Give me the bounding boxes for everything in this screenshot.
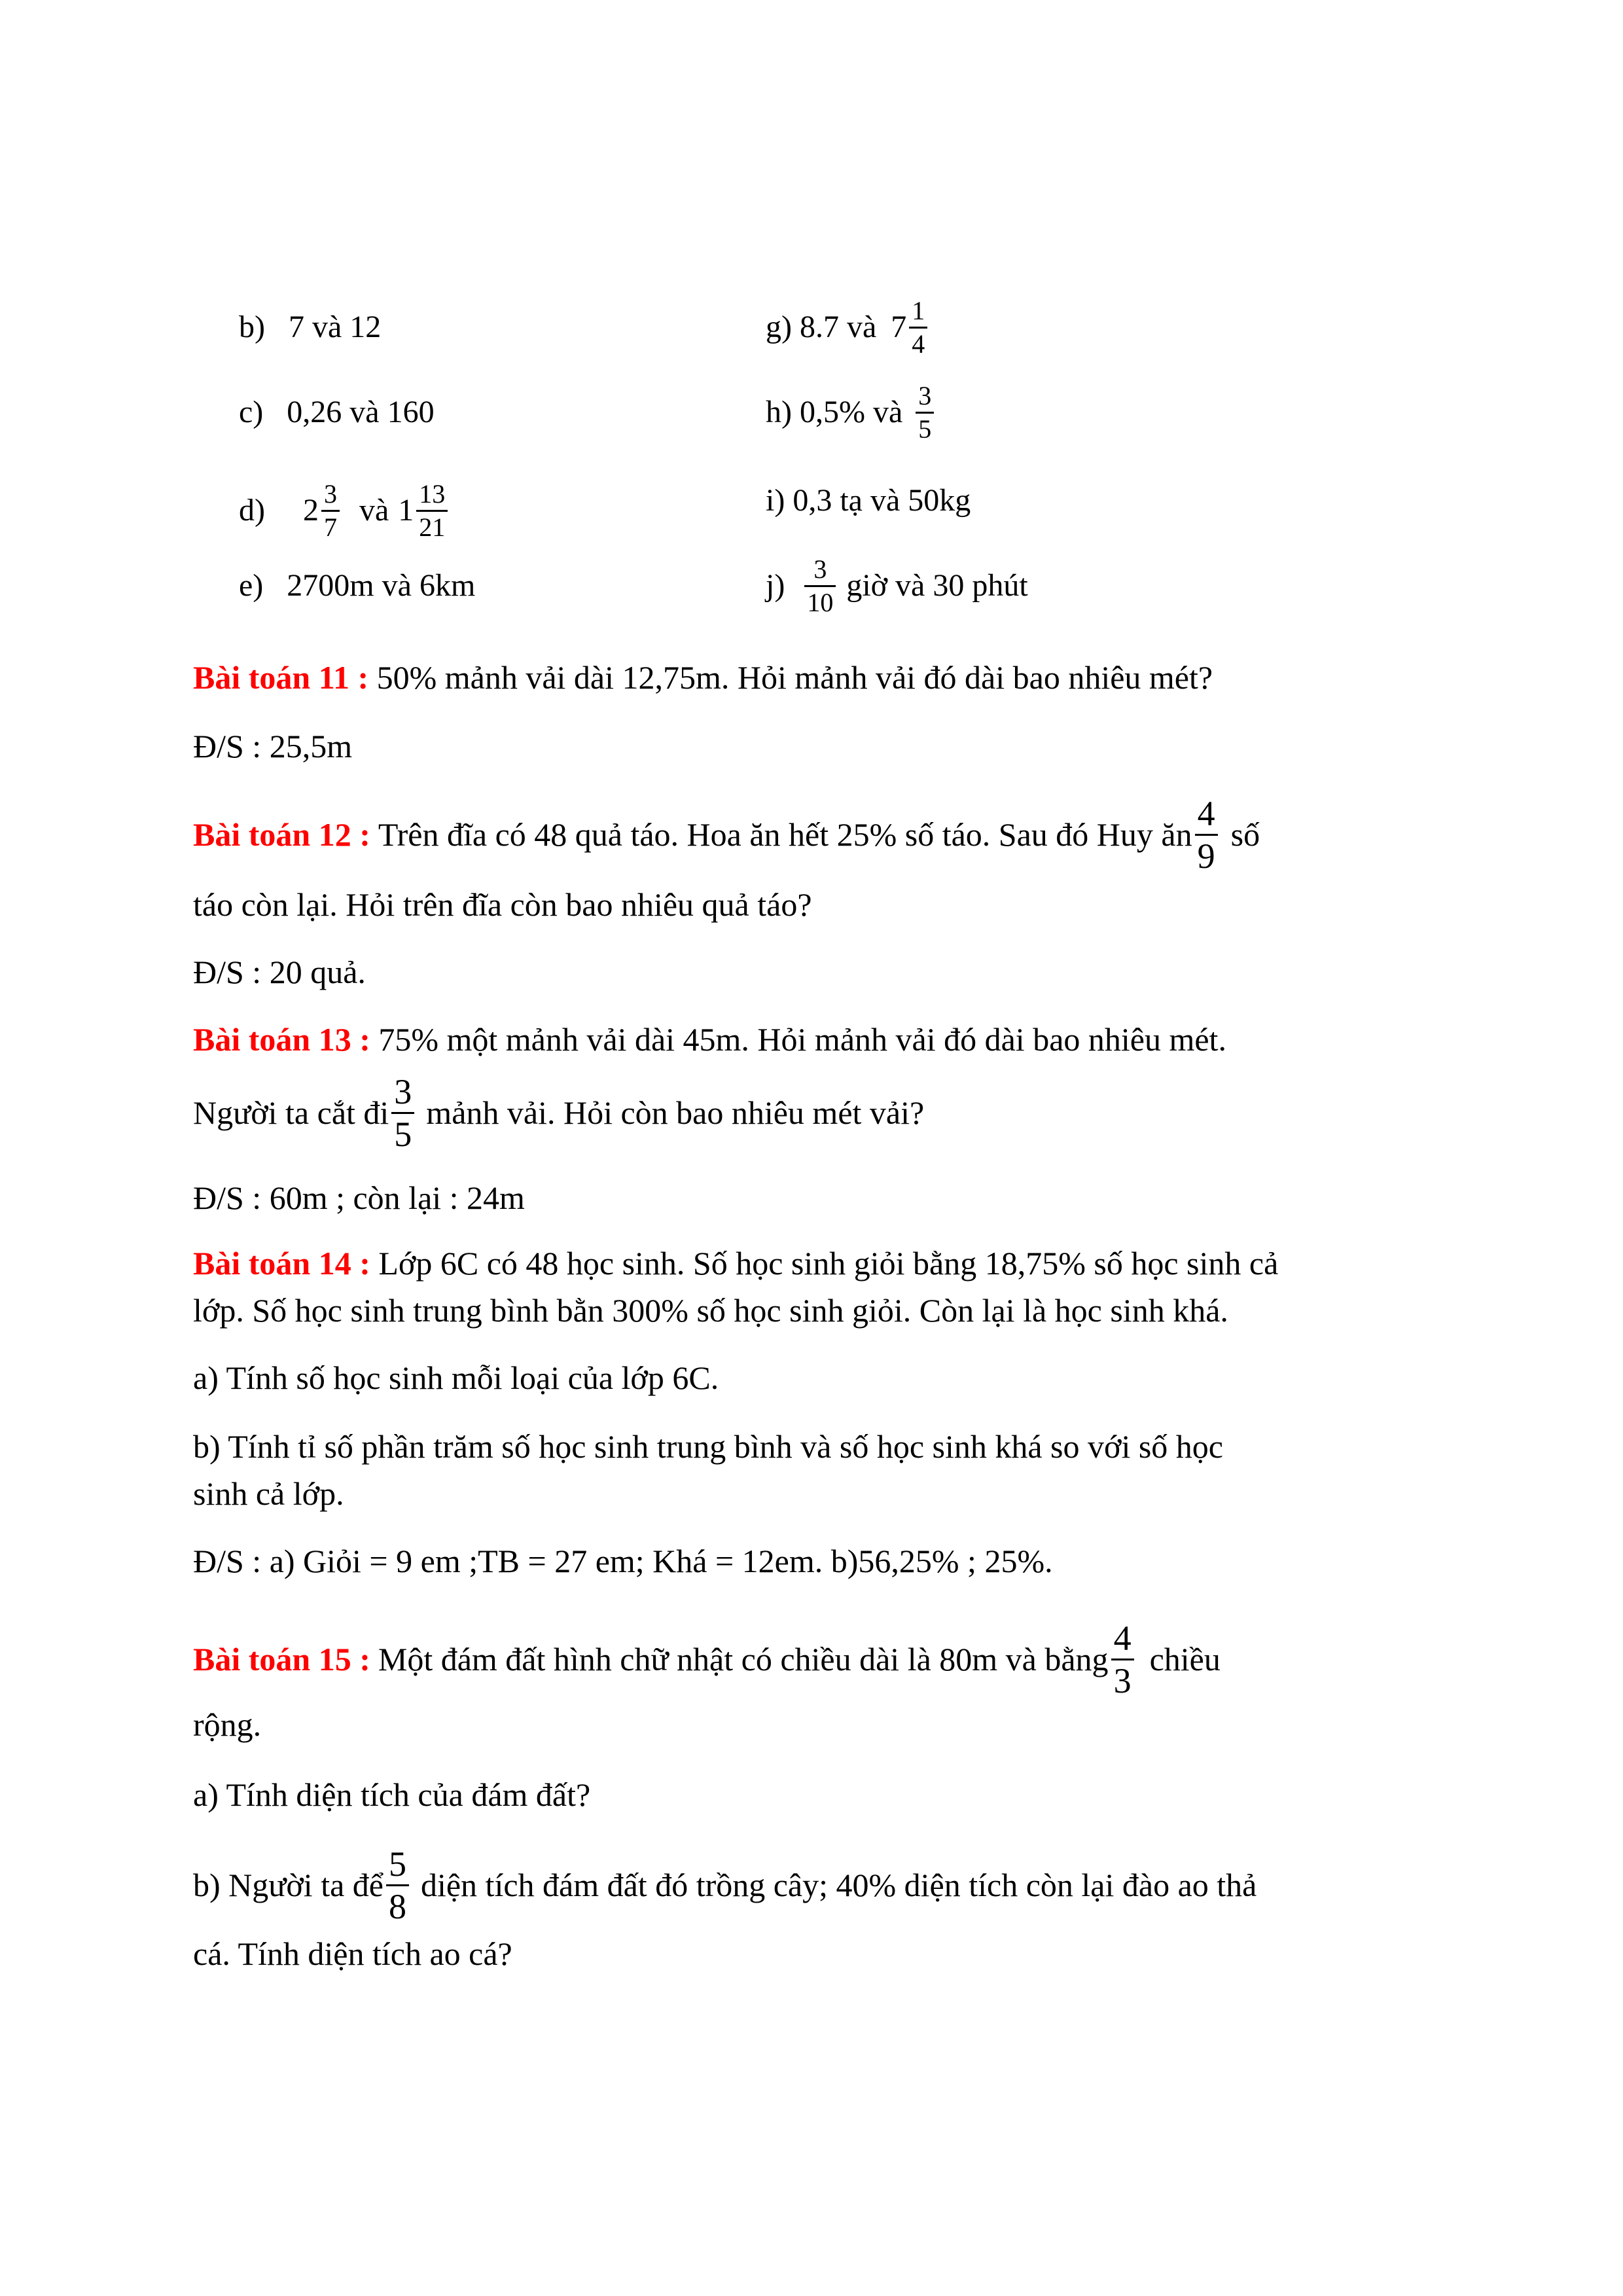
- item-g-text: g) 8.7 và: [766, 310, 877, 344]
- problem-13-answer: Đ/S : 60m ; còn lại : 24m: [193, 1179, 525, 1216]
- item-c-label: c): [239, 395, 264, 429]
- item-g-whole: 7: [891, 310, 907, 344]
- problem-13-num: 3: [391, 1074, 414, 1114]
- problem-14-title: Bài toán 14 :: [193, 1245, 370, 1282]
- item-d-num1: 3: [321, 481, 340, 512]
- problem-12-title: Bài toán 12 :: [193, 816, 370, 853]
- item-h-num: 3: [916, 383, 934, 414]
- problem-15-part-b-2: cá. Tính diện tích ao cá?: [193, 1935, 512, 1972]
- item-c-text: 0,26 và 160: [287, 395, 435, 429]
- problem-12-text-c: táo còn lại. Hỏi trên đĩa còn bao nhiêu quả táo?: [193, 886, 812, 923]
- problem-15-part-b-fraction: [386, 1846, 409, 1924]
- problem-13-den: 5: [394, 1114, 412, 1154]
- problem-14-part-a: a) Tính số học sinh mỗi loại của lớp 6C.: [193, 1359, 719, 1396]
- item-b-label: b): [239, 310, 265, 344]
- item-g-fraction: [909, 295, 927, 359]
- item-h-fraction: [916, 380, 934, 444]
- item-d: [239, 478, 450, 542]
- problem-11: [193, 658, 1213, 697]
- problem-14-text: Lớp 6C có 48 học sinh. Số học sinh giỏi bằng 18,75% số học sinh cả: [378, 1245, 1279, 1282]
- problem-13-text-b1: Người ta cắt đi: [193, 1094, 389, 1131]
- problem-14: [193, 1244, 1278, 1283]
- item-d-label: d): [239, 493, 265, 528]
- problem-15-text-c: rộng.: [193, 1706, 262, 1743]
- item-g-num: 1: [909, 298, 927, 329]
- item-i-text: i) 0,3 tạ và 50kg: [766, 483, 971, 518]
- problem-15-part-b-pre: b) Người ta để: [193, 1867, 383, 1903]
- problem-11-title: Bài toán 11 :: [193, 659, 369, 696]
- item-d-whole2: 1: [398, 493, 414, 528]
- item-h-den: 5: [918, 414, 932, 444]
- item-c: [239, 393, 435, 432]
- problem-15-text-b: chiều: [1149, 1641, 1221, 1677]
- problem-15-den: 3: [1113, 1660, 1132, 1700]
- item-j-den: 10: [807, 587, 834, 617]
- problem-15: [193, 1613, 1221, 1705]
- problem-13-text: 75% một mảnh vải dài 45m. Hỏi mảnh vải đó dài bao nhiêu mét.: [378, 1021, 1226, 1058]
- problem-13-text-b2: mảnh vải. Hỏi còn bao nhiêu mét vải?: [426, 1094, 925, 1131]
- problem-15-part-b-post: diện tích đám đất đó trồng cây; 40% diện tích còn lại đào ao thả: [420, 1867, 1257, 1903]
- item-h-text: h) 0,5% và: [766, 395, 903, 429]
- problem-15-num: 4: [1111, 1621, 1134, 1660]
- problem-12-text: Trên đĩa có 48 quả táo. Hoa ăn hết 25% số táo. Sau đó Huy ăn: [378, 816, 1192, 853]
- problem-15-part-b-num: 5: [386, 1846, 409, 1886]
- item-d-whole1: 2: [302, 493, 319, 528]
- problem-13-title: Bài toán 13 :: [193, 1021, 370, 1058]
- problem-13-line2: [193, 1067, 924, 1158]
- item-j-fraction: [804, 556, 836, 616]
- item-d-den2: 21: [419, 512, 446, 542]
- problem-15-title: Bài toán 15 :: [193, 1641, 370, 1677]
- problem-14-text-2: lớp. Số học sinh trung bình bằn 300% số học sinh giỏi. Còn lại là học sinh khá.: [193, 1292, 1228, 1329]
- problem-15-part-b-den: 8: [388, 1886, 406, 1926]
- problem-11-answer: Đ/S : 25,5m: [193, 728, 353, 764]
- item-j-num: 3: [804, 556, 836, 587]
- item-e-label: e): [239, 568, 264, 603]
- problem-11-text: 50% mảnh vải dài 12,75m. Hỏi mảnh vải đó dài bao nhiêu mét?: [376, 659, 1213, 696]
- item-h: [766, 380, 936, 444]
- problem-15-text: Một đám đất hình chữ nhật có chiều dài là 80m và bằng: [378, 1641, 1109, 1677]
- problem-12-text-b: số: [1230, 816, 1260, 853]
- problem-12-den: 9: [1197, 836, 1215, 876]
- problem-12-fraction: [1195, 793, 1218, 876]
- item-j-label: j): [766, 568, 785, 603]
- item-d-den1: 7: [323, 512, 337, 542]
- item-j: [766, 556, 1028, 615]
- item-i: [766, 481, 971, 520]
- problem-15-part-b: [193, 1839, 1257, 1931]
- problem-15-fraction: [1111, 1618, 1134, 1700]
- item-g: [766, 295, 930, 359]
- item-e: [239, 566, 475, 605]
- item-g-den: 4: [912, 329, 925, 359]
- item-d-fraction2: [416, 478, 448, 542]
- item-b: [239, 308, 381, 347]
- problem-14-part-b2: sinh cả lớp.: [193, 1475, 344, 1512]
- problem-15-part-a: a) Tính diện tích của đám đất?: [193, 1776, 591, 1813]
- problem-14-part-b1: b) Tính tỉ số phần trăm số học sinh trung bình và số học sinh khá so với số học: [193, 1428, 1223, 1465]
- item-d-fraction1: [321, 478, 340, 542]
- problem-14-answer: Đ/S : a) Giỏi = 9 em ;TB = 27 em; Khá = 12em. b)56,25% ; 25%.: [193, 1543, 1053, 1579]
- problem-13: [193, 1020, 1226, 1059]
- item-b-text: 7 và 12: [288, 310, 382, 344]
- problem-12: [193, 789, 1260, 880]
- item-d-num2: 13: [416, 481, 448, 512]
- problem-13-fraction: [391, 1071, 414, 1154]
- item-d-mid: và: [359, 493, 389, 528]
- item-j-post: giờ và 30 phút: [846, 568, 1028, 603]
- problem-12-num: 4: [1195, 796, 1218, 836]
- item-e-text: 2700m và 6km: [287, 568, 476, 603]
- problem-12-answer: Đ/S : 20 quả.: [193, 954, 366, 990]
